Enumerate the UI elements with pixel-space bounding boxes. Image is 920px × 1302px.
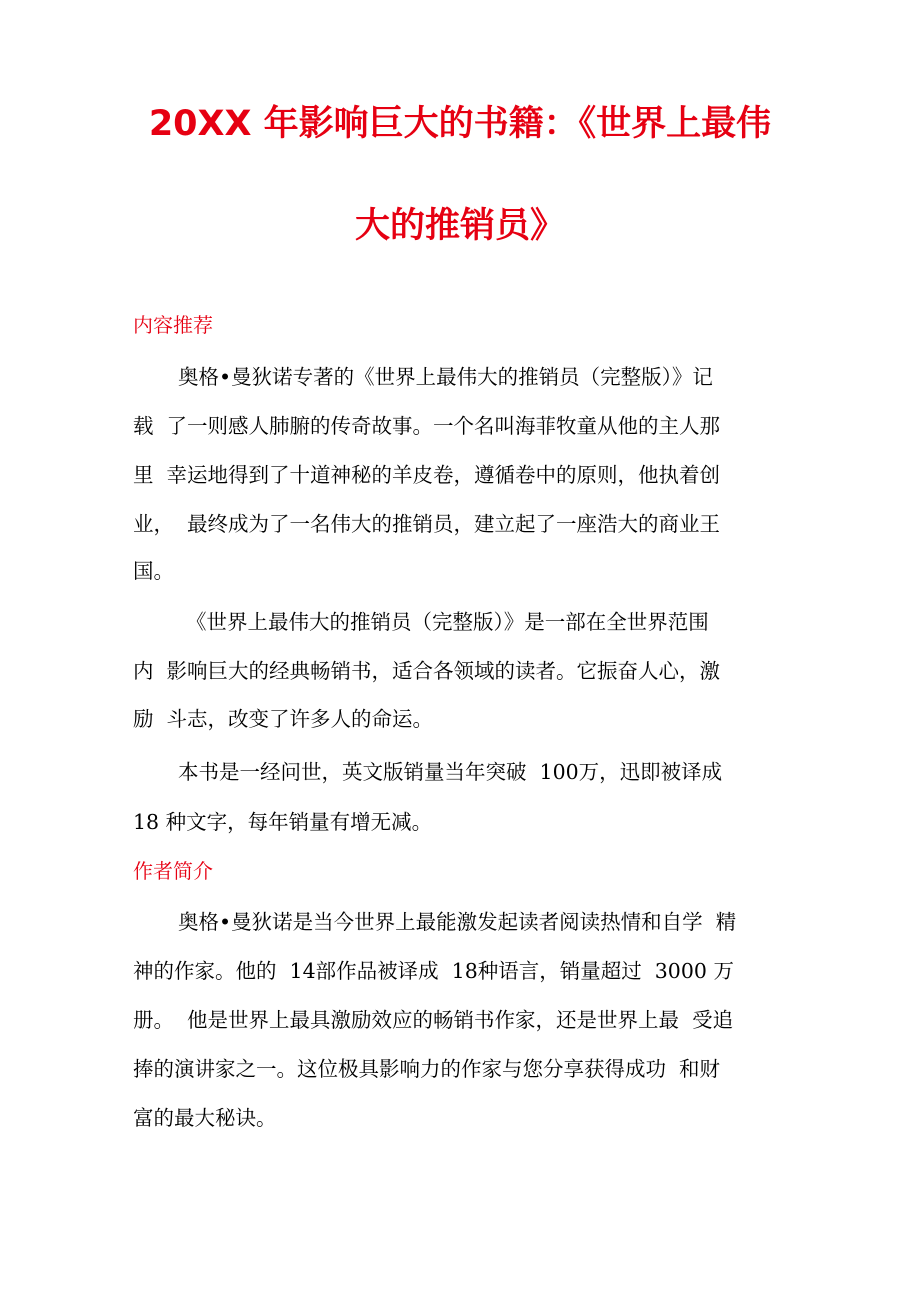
- paragraph-line: 业， 最终成为了一名伟大的推销员，建立起了一座浩大的商业王: [133, 512, 721, 536]
- paragraph-line: 册。 他是世界上最具激励效应的畅销书作家，还是世界上最 受追: [133, 1008, 734, 1032]
- paragraph-line: 国。: [133, 559, 174, 583]
- paragraph-line: 18 种文字，每年销量有增无减。: [133, 810, 433, 834]
- paragraph-line: 奥格•曼狄诺是当今世界上最能激发起读者阅读热情和自学 精: [178, 910, 737, 934]
- section-heading-content-recommendation: 内容推荐: [133, 313, 213, 337]
- paragraph-line: 本书是一经问世，英文版销量当年突破 100万，迅即被译成: [178, 760, 723, 784]
- paragraph-line: 奥格•曼狄诺专著的《世界上最伟大的推销员（完整版）》记: [178, 365, 713, 389]
- document-title-line-2: 大的推销员》: [354, 206, 565, 246]
- paragraph-line: 神的作家。他的 14部作品被译成 18种语言，销量超过 3000 万: [133, 959, 734, 983]
- paragraph-line: 里 幸运地得到了十道神秘的羊皮卷，遵循卷中的原则，他执着创: [133, 463, 721, 487]
- paragraph-line: 《世界上最伟大的推销员（完整版）》是一部在全世界范围: [186, 610, 709, 634]
- paragraph-line: 富的最大秘诀。: [133, 1106, 277, 1130]
- document-title-line-1: 20XX 年影响巨大的书籍：《世界上最伟: [148, 104, 772, 144]
- paragraph-line: 载 了一则感人肺腑的传奇故事。一个名叫海菲牧童从他的主人那: [133, 414, 721, 438]
- paragraph-line: 励 斗志，改变了许多人的命运。: [133, 707, 434, 731]
- paragraph-line: 内 影响巨大的经典畅销书，适合各领域的读者。它振奋人心，激: [133, 659, 721, 683]
- paragraph-line: 捧的演讲家之一。这位极具影响力的作家与您分享获得成功 和财: [133, 1057, 721, 1081]
- section-heading-author-intro: 作者简介: [133, 859, 213, 883]
